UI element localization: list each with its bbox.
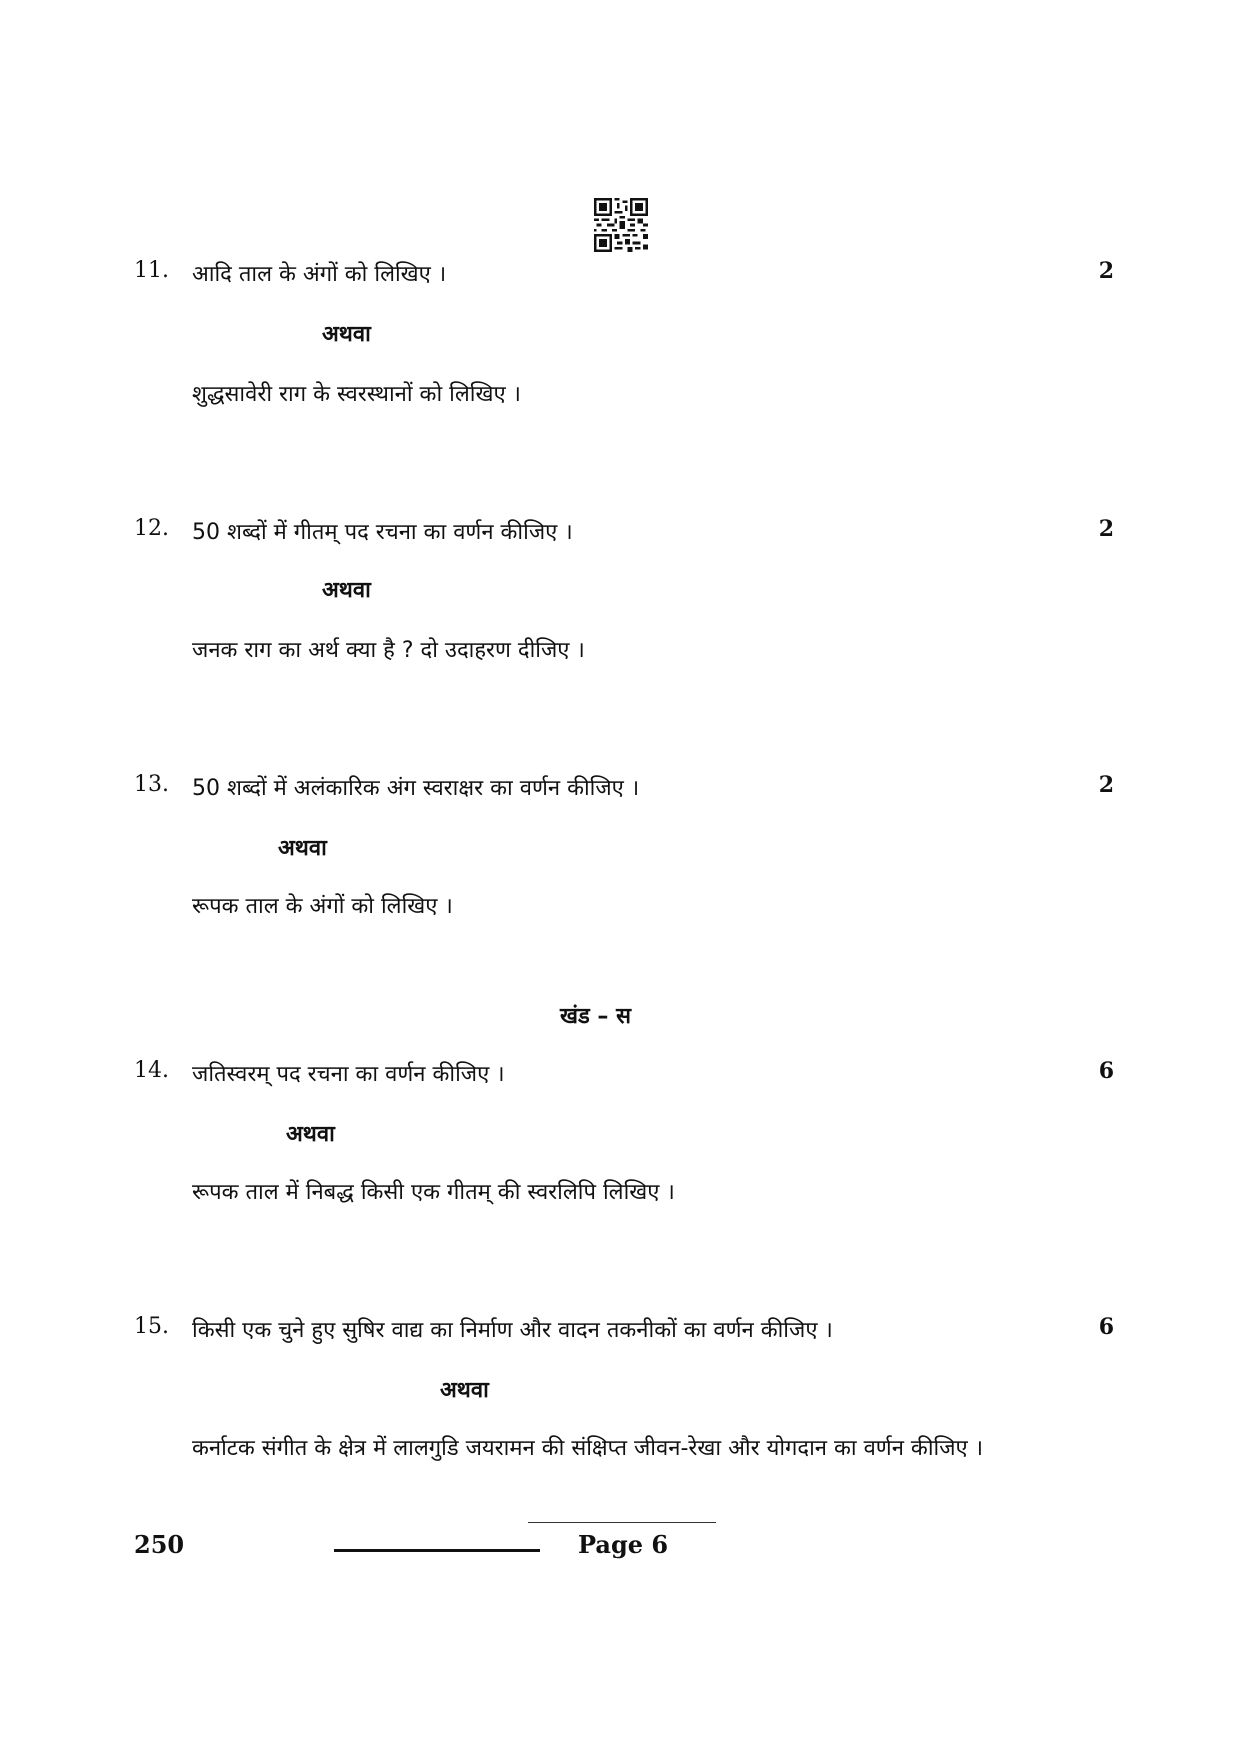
or-label: अथवा: [440, 1378, 489, 1403]
question-marks: 2: [1098, 772, 1114, 798]
alternative-question: कर्नाटक संगीत के क्षेत्र में लालगुडि जयरामन की संक्षिप्त जीवन-रेखा और योगदान का वर्णन कीजिए ।: [192, 1436, 984, 1461]
question-marks: 2: [1098, 516, 1114, 542]
question-marks: 6: [1098, 1314, 1114, 1340]
page-number: Page 6: [578, 1530, 669, 1559]
question-text: आदि ताल के अंगों को लिखिए ।: [192, 262, 447, 287]
or-label: अथवा: [322, 578, 371, 603]
or-label: अथवा: [286, 1122, 335, 1147]
question-text: जतिस्वरम् पद रचना का वर्णन कीजिए ।: [192, 1062, 505, 1087]
question-text: 50 शब्दों में अलंकारिक अंग स्वराक्षर का वर्णन कीजिए ।: [192, 776, 640, 801]
question-number: 14.: [134, 1058, 169, 1083]
or-label: अथवा: [278, 836, 327, 861]
question-marks: 2: [1098, 258, 1114, 284]
alternative-question: रूपक ताल के अंगों को लिखिए ।: [192, 894, 453, 919]
question-marks: 6: [1098, 1058, 1114, 1084]
paper-code: 250: [134, 1530, 185, 1559]
question-text: 50 शब्दों में गीतम् पद रचना का वर्णन कीजिए ।: [192, 520, 573, 545]
alternative-question: जनक राग का अर्थ क्या है ? दो उदाहरण दीजिए ।: [192, 638, 585, 663]
or-label: अथवा: [322, 322, 371, 347]
question-text: किसी एक चुने हुए सुषिर वाद्य का निर्माण और वादन तकनीकों का वर्णन कीजिए ।: [192, 1318, 833, 1343]
question-number: 12.: [134, 516, 169, 541]
footer-rule: [334, 1549, 540, 1552]
question-number: 15.: [134, 1314, 169, 1339]
alternative-question: रूपक ताल में निबद्ध किसी एक गीतम् की स्वरलिपि लिखिए ।: [192, 1180, 675, 1205]
alternative-question: शुद्धसावेरी राग के स्वरस्थानों को लिखिए ।: [192, 382, 521, 407]
qr-code-icon: [594, 198, 648, 252]
question-number: 11.: [134, 258, 169, 283]
section-heading: खंड – स: [560, 1004, 631, 1029]
footer-divider: [528, 1522, 716, 1523]
question-number: 13.: [134, 772, 169, 797]
